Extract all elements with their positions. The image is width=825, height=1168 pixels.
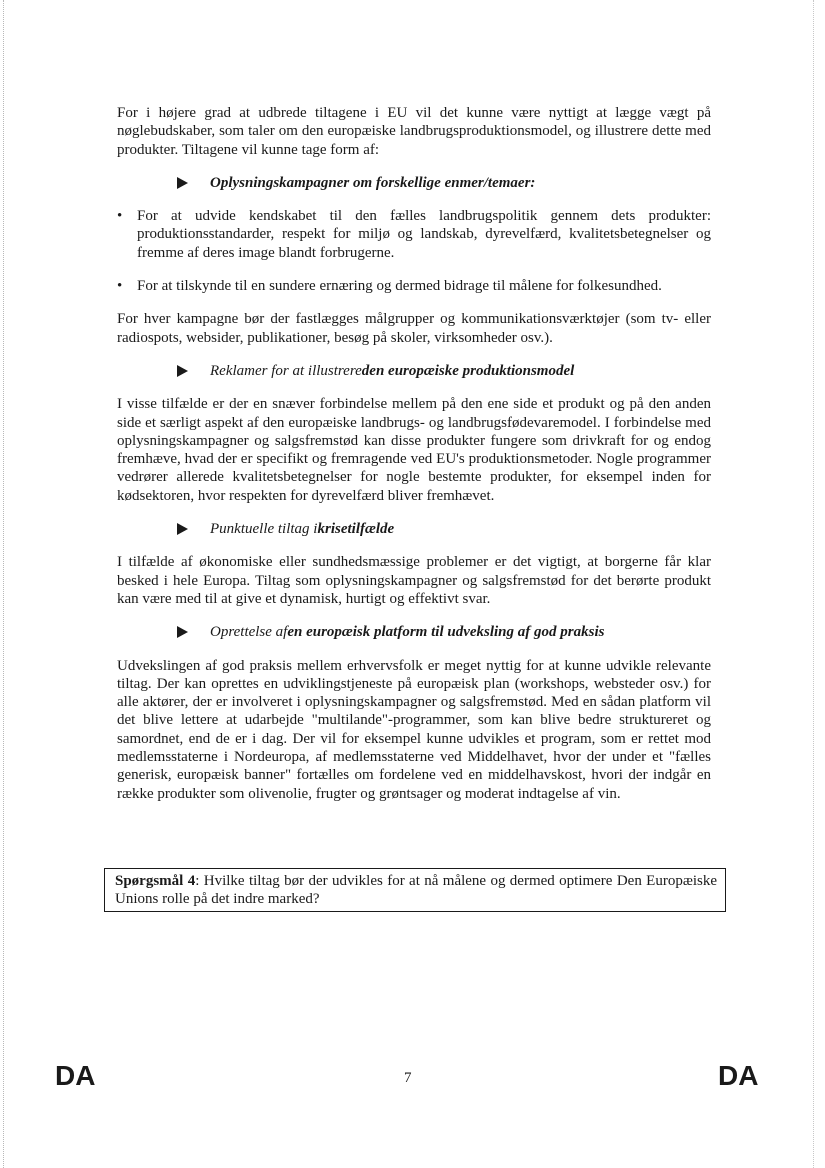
paragraph-target-groups: For hver kampagne bør der fastlægges målgrupper og kommunikationsværktøjer (som tv- eller radiospots, websider, publikationer, besøg på skoler, virksomheder osv.).	[117, 311, 711, 346]
question-text: : Hvilke tiltag bør der udvikles for at nå målene og dermed optimere Den Europæiske Unions rolle på det indre marked?	[115, 873, 718, 908]
triangle-bullet-icon	[177, 626, 188, 638]
bullet-dot-icon: •	[117, 208, 123, 225]
heading-text-bold: den europæiske produktionsmodel	[361, 362, 575, 379]
heading-text-plain: Oprettelse af	[210, 624, 288, 641]
bullet-dot-icon: •	[117, 278, 123, 295]
page-number: 7	[404, 1070, 412, 1086]
page-body	[117, 104, 711, 803]
list-item	[117, 277, 711, 295]
heading-text: Oplysningskampagner om forskellige enmer/temaer:	[210, 174, 536, 191]
list-item	[117, 207, 711, 262]
triangle-bullet-icon	[177, 365, 188, 377]
heading-text-plain: Reklamer for at illustrere	[210, 362, 362, 379]
section-heading-ads	[177, 362, 711, 380]
heading-text-bold: en europæisk platform til udveksling af god praksis	[287, 624, 605, 641]
heading-text-bold: krisetilfælde	[317, 521, 395, 538]
section-heading-platform	[177, 623, 711, 641]
scan-edge-left	[3, 0, 5, 1168]
intro-paragraph: For i højere grad at udbrede tiltagene i EU vil det kunne være nyttigt at lægge vægt på nøglebudskaber, som taler om den europæiske landbrugsproduktionsmodel, og illustrere dette med produkter. Tiltagene vil kunne tage form af:	[117, 105, 711, 158]
paragraph-crisis: I tilfælde af økonomiske eller sundhedsmæssige problemer er det vigtigt, at borgerne får klar besked i hele Europa. Tiltag som oplysningskampagner og salgsfremstød for det berørte produkt kan være med til at give et dynamisk, hurtigt og effektivt svar.	[117, 554, 711, 607]
list-item-text: For at tilskynde til en sundere ernæring og dermed bidrage til målene for folkesundhed.	[137, 278, 662, 295]
language-code-left: DA	[55, 1060, 96, 1091]
section-heading-campaigns	[177, 174, 711, 192]
triangle-bullet-icon	[177, 177, 188, 189]
triangle-bullet-icon	[177, 523, 188, 535]
paragraph-platform: Udvekslingen af god praksis mellem erhvervsfolk er meget nyttig for at kunne udvikle relevante tiltag. Der kan oprettes en udviklingstjeneste på europæisk plan (workshops, websteder osv.) for alle aktører, der er involveret i oplysningskampagner og salgsfremstød. Med en sådan platform vil det blive lettere at udarbejde "multilande"-programmer, som kan blive bedre struktureret og samordnet, end de er i dag. Der vil for eksempel kunne udvikles et program, som er rettet mod medlemsstaterne i Nordeuropa, af medlemsstaterne ved Middelhavet, hvor der under et "fælles generisk, europæisk banner" fortælles om fordelene ved en middelhavskost, hvori der indgår en række produkter som olivenolie, frugter og grøntsager og moderat indtagelse af vin.	[117, 657, 711, 802]
list-item-text: For at udvide kendskabet til den fælles landbrugspolitik gennem dets produkter: produktionsstandarder, respekt for miljø og landskab, dyrevelfærd, kvalitetsbetegnelser og fremme af deres image blandt forbrugerne.	[137, 208, 711, 261]
scan-edge-right	[813, 0, 815, 1168]
language-code-right: DA	[718, 1060, 759, 1091]
section-heading-crisis	[177, 520, 711, 538]
paragraph-production-model: I visse tilfælde er der en snæver forbindelse mellem på den ene side et produkt og på den anden side et særligt aspekt af den europæiske landbrugs- og landbrugsfødevaremodel. I forbindelse med oplysningskampagner og salgsfremstød kan disse produkter fungere som drivkraft for og endog fremhæve, hvad der er specifikt og fremragende ved EU's produktionsmetoder. Nogle programmer vedrører allerede kvalitetsbetegnelser for nogle bestemte produkter, for eksempel inden for kødsektoren, hvor respekten for dyrevelfærd bliver fremhævet.	[117, 396, 711, 504]
question-box	[104, 868, 726, 912]
heading-text-plain: Punktuelle tiltag i	[210, 521, 318, 538]
question-label: Spørgsmål 4	[115, 873, 196, 889]
